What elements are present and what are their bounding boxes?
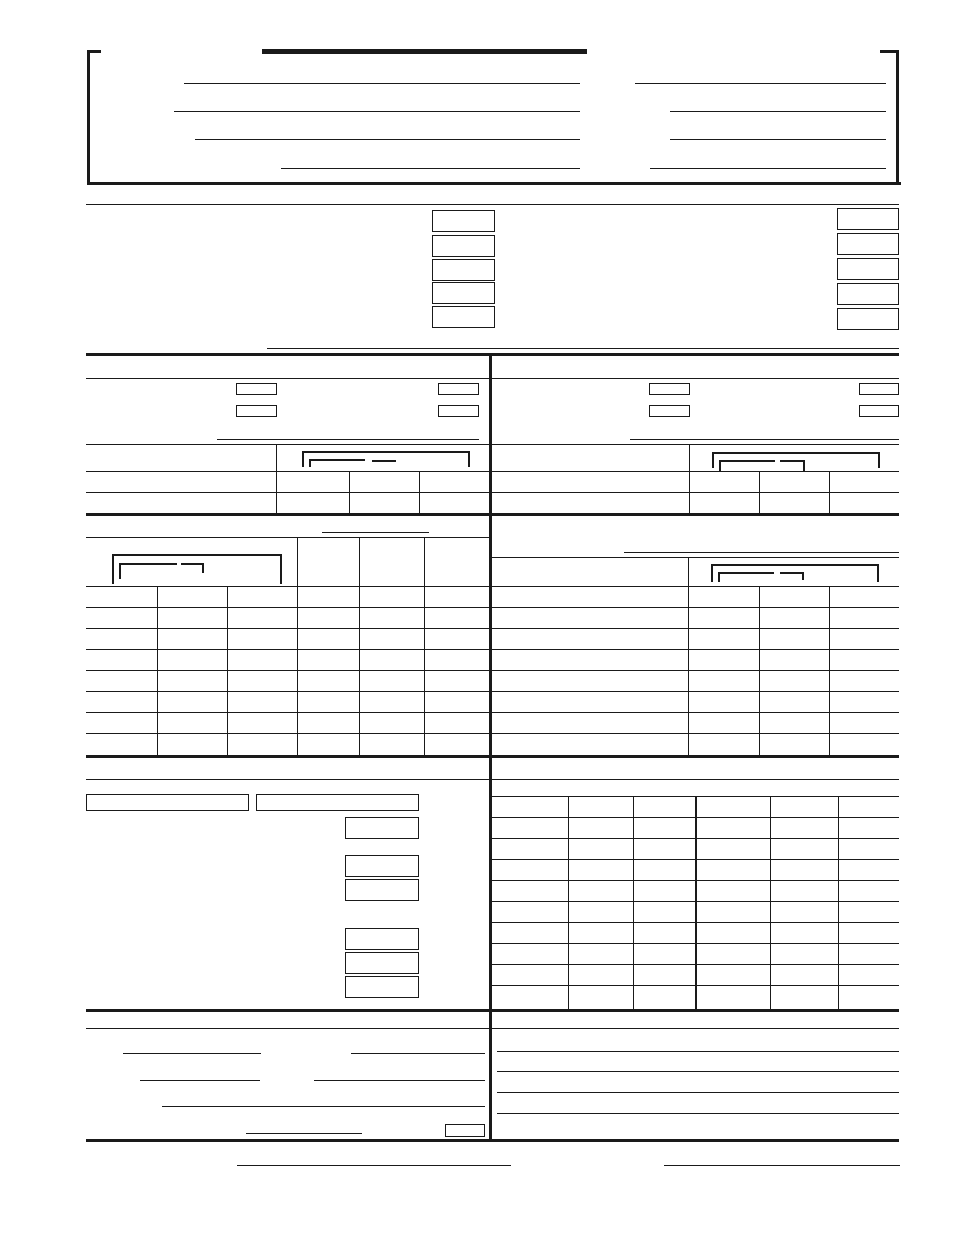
right-table-heading-line[interactable]	[624, 552, 899, 553]
left-table-row-7	[86, 712, 489, 713]
top-section-rule	[86, 204, 899, 205]
bottom-right-line-2[interactable]	[497, 1071, 899, 1072]
left-upper-box-b2[interactable]	[438, 405, 479, 417]
header-field-line-2[interactable]	[174, 111, 580, 112]
signature-line-left[interactable]	[237, 1165, 511, 1166]
left-upper-row-rule-1	[86, 471, 489, 472]
left-table-heading-line	[322, 532, 429, 533]
header-right-bracket-top	[880, 50, 899, 53]
top-right-box-5[interactable]	[837, 308, 899, 330]
right-table-bracket-mid	[780, 572, 804, 580]
left-table-col-b	[157, 587, 158, 755]
right-table-row-6	[492, 691, 899, 692]
left-upper-box-b1[interactable]	[236, 405, 277, 417]
header-left-bracket	[87, 50, 90, 185]
bottom-right-head-rule	[492, 1028, 899, 1029]
header-field-line-1[interactable]	[184, 83, 580, 84]
right-upper-box-b1[interactable]	[649, 405, 690, 417]
top-section-signature-line[interactable]	[267, 348, 899, 349]
top-right-box-1[interactable]	[837, 208, 899, 230]
lower-right-col-2	[633, 796, 634, 1009]
header-field-line-4[interactable]	[281, 168, 580, 169]
right-upper-box-a2[interactable]	[859, 383, 899, 395]
right-table-row-2	[492, 607, 899, 608]
header-bottom-rule	[87, 182, 901, 185]
top-left-box-1[interactable]	[432, 210, 495, 232]
lower-left-amount-box-4[interactable]	[345, 928, 419, 950]
lower-left-amount-box-3[interactable]	[345, 879, 419, 901]
right-upper-divider	[492, 444, 899, 445]
lower-thick-rule	[86, 755, 899, 758]
right-upper-bracket-mid	[780, 460, 805, 471]
bottom-left-field-line-4[interactable]	[314, 1080, 485, 1081]
lower-left-amount-box-2[interactable]	[345, 855, 419, 877]
main-top-rule	[86, 353, 899, 356]
lower-right-col-5	[838, 796, 839, 1009]
header-right-field-line-3[interactable]	[670, 139, 886, 140]
left-table-col-d	[297, 537, 298, 755]
header-right-field-line-1[interactable]	[635, 83, 886, 84]
left-upper-row-rule-2	[86, 492, 489, 493]
top-right-box-3[interactable]	[837, 258, 899, 280]
right-table-row-5	[492, 670, 899, 671]
top-right-box-2[interactable]	[837, 233, 899, 255]
left-upper-bracket-inner	[309, 459, 365, 467]
left-upper-field-line[interactable]	[217, 439, 479, 440]
right-table-row-4	[492, 649, 899, 650]
lower-left-field-1[interactable]	[86, 794, 249, 811]
lower-right-col-4	[770, 796, 771, 1009]
left-table-row-2	[86, 607, 489, 608]
bottom-left-small-box[interactable]	[445, 1124, 485, 1137]
left-upper-divider	[86, 444, 489, 445]
left-table-col-c	[227, 587, 228, 755]
bottom-left-field-line-3[interactable]	[140, 1080, 260, 1081]
top-right-box-4[interactable]	[837, 283, 899, 305]
left-table-col-e	[359, 537, 360, 755]
right-upper-row-rule-1	[492, 471, 899, 472]
header-right-field-line-2[interactable]	[670, 111, 886, 112]
right-upper-box-b2[interactable]	[859, 405, 899, 417]
right-upper-field-line[interactable]	[630, 439, 899, 440]
right-upper-box-a1[interactable]	[649, 383, 690, 395]
header-title-bar	[262, 49, 587, 54]
lower-left-amount-box-5[interactable]	[345, 952, 419, 974]
bottom-left-head-rule	[86, 1028, 489, 1029]
left-table-row-8	[86, 733, 489, 734]
right-table-row-8	[492, 733, 899, 734]
header-right-bracket	[896, 50, 899, 185]
top-left-box-4[interactable]	[432, 282, 495, 304]
lower-right-head-rule	[492, 779, 899, 780]
left-upper-box-a2[interactable]	[438, 383, 479, 395]
right-table-bracket-inner	[718, 572, 774, 582]
left-table-head-rule	[86, 537, 489, 538]
lower-left-amount-box-1[interactable]	[345, 817, 419, 839]
left-table-row-4	[86, 649, 489, 650]
bottom-left-field-line-1[interactable]	[123, 1053, 261, 1054]
bottom-right-line-3[interactable]	[497, 1092, 899, 1093]
right-upper-row-rule-2	[492, 492, 899, 493]
left-table-bracket-inner	[119, 563, 177, 579]
left-table-col-f	[424, 537, 425, 755]
bottom-left-field-line-5[interactable]	[162, 1106, 485, 1107]
left-table-row-5	[86, 670, 489, 671]
right-table-row-3	[492, 628, 899, 629]
middle-thick-rule	[86, 513, 899, 516]
left-upper-header-rule	[86, 378, 489, 379]
left-upper-bracket-mid	[372, 460, 396, 462]
footer-thick-rule	[86, 1009, 899, 1012]
right-upper-bracket-inner	[719, 460, 775, 471]
bottom-thick-rule	[86, 1139, 899, 1142]
right-table-head-rule	[492, 557, 899, 558]
left-table-row-1	[86, 586, 489, 587]
lower-right-col-1	[568, 796, 569, 1009]
left-upper-col-split	[276, 444, 277, 514]
left-table-row-6	[86, 691, 489, 692]
right-table-row-7	[492, 712, 899, 713]
bottom-right-line-1[interactable]	[497, 1051, 899, 1052]
right-upper-col-split	[689, 444, 690, 514]
header-left-bracket-top	[87, 50, 101, 53]
bottom-left-field-line-2[interactable]	[351, 1053, 485, 1054]
top-left-box-2[interactable]	[432, 235, 495, 257]
left-table-bracket-mid	[181, 563, 204, 573]
lower-left-field-2[interactable]	[256, 794, 419, 811]
bottom-right-line-4[interactable]	[497, 1113, 899, 1114]
right-table-row-1	[492, 586, 899, 587]
lower-right-col-center	[695, 796, 697, 1009]
signature-line-right[interactable]	[664, 1165, 900, 1166]
lower-left-head-rule	[86, 779, 489, 780]
top-left-box-3[interactable]	[432, 259, 495, 281]
top-left-box-5[interactable]	[432, 306, 495, 328]
bottom-left-field-line-6[interactable]	[246, 1133, 362, 1134]
left-table-row-3	[86, 628, 489, 629]
left-upper-box-a1[interactable]	[236, 383, 277, 395]
header-field-line-3[interactable]	[195, 139, 580, 140]
lower-left-amount-box-6[interactable]	[345, 976, 419, 998]
right-upper-header-rule	[492, 378, 899, 379]
header-right-field-line-4[interactable]	[650, 168, 886, 169]
